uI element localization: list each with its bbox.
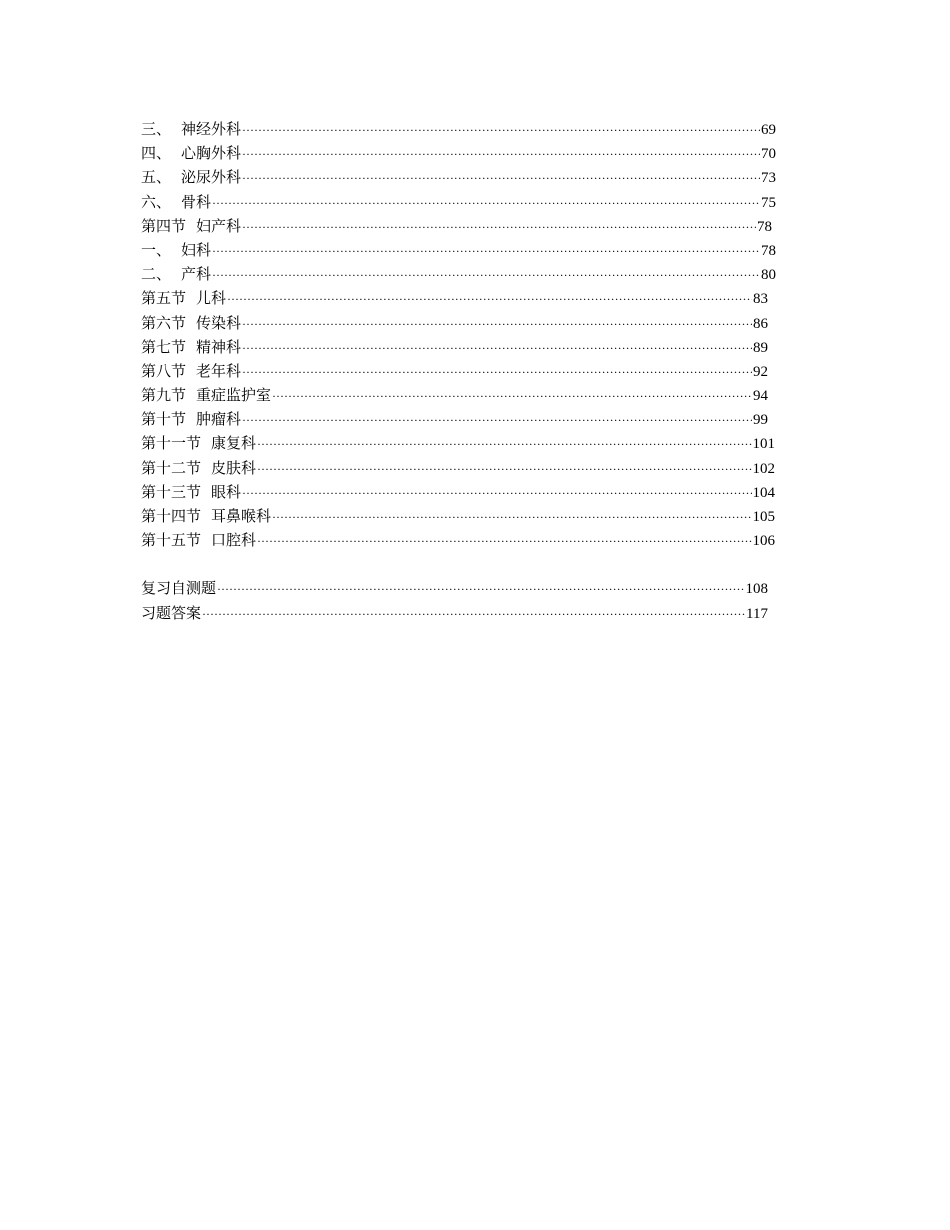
- toc-entry-title: 妇科: [181, 242, 212, 259]
- toc-entry-title: 康复科: [211, 436, 257, 453]
- dot-leader: [212, 191, 760, 215]
- dot-leader: [227, 287, 752, 311]
- toc-entry-page: 73: [761, 170, 776, 187]
- toc-entry[interactable]: [141, 239, 776, 263]
- toc-entry-number: 第十五节: [141, 533, 202, 550]
- dot-leader: [272, 505, 751, 529]
- toc-entry-title: 心胸外科: [181, 146, 242, 163]
- dot-leader: [212, 263, 760, 287]
- toc-entry-number: 三、: [141, 122, 172, 138]
- dot-leader: [257, 432, 751, 456]
- toc-entry-page: 80: [761, 267, 776, 284]
- toc-entry-number: 五、: [141, 170, 172, 187]
- toc-entry[interactable]: [141, 408, 768, 432]
- toc-entry-number: 第五节: [141, 291, 187, 308]
- toc-appendix-entry[interactable]: [141, 602, 768, 626]
- toc-entry-title: 儿科: [196, 291, 227, 308]
- toc-entry[interactable]: [141, 360, 768, 384]
- toc-entry-title: 神经外科: [181, 122, 242, 138]
- toc-entry-page: 101: [752, 436, 775, 453]
- toc-entry-number: 四、: [141, 146, 172, 163]
- toc-entry-page: 78: [761, 242, 776, 259]
- toc-entry-number: 第八节: [141, 363, 187, 380]
- toc-entry-number: 二、: [141, 267, 172, 284]
- toc-entry[interactable]: [141, 312, 768, 336]
- dot-leader: [242, 118, 760, 142]
- dot-leader: [242, 408, 752, 432]
- toc-entry-title: 习题答案: [141, 605, 202, 622]
- toc-entry-title: 重症监护室: [196, 388, 272, 405]
- toc-entry-number: 一、: [141, 242, 172, 259]
- toc-entry-title: 传染科: [196, 315, 242, 332]
- toc-entry-page: 94: [753, 388, 768, 405]
- toc-entry-number: 六、: [141, 194, 172, 211]
- toc-entry[interactable]: [141, 336, 768, 360]
- toc-entry-number: 第四节: [141, 218, 187, 235]
- toc-entry-page: 78: [757, 218, 772, 235]
- dot-leader: [202, 602, 745, 626]
- toc-entry[interactable]: [141, 432, 775, 456]
- toc-entry-title: 精神科: [196, 339, 242, 356]
- toc-entry-number: 第十四节: [141, 509, 202, 525]
- toc-entry[interactable]: [141, 166, 776, 190]
- toc-entry[interactable]: [141, 384, 768, 408]
- toc-entry-page: 83: [753, 291, 768, 308]
- toc-entry-number: 第十一节: [141, 436, 202, 453]
- toc-entry-page: 89: [753, 339, 768, 356]
- toc-entry-title: 产科: [181, 267, 212, 284]
- toc-entry-number: 第九节: [141, 388, 187, 405]
- toc-entry-title: 骨科: [181, 194, 212, 211]
- dot-leader: [242, 166, 760, 190]
- dot-leader: [257, 529, 751, 553]
- toc-entry[interactable]: [141, 142, 776, 166]
- toc-entry-page: 102: [752, 460, 775, 477]
- toc-entry-page: 106: [752, 533, 775, 550]
- dot-leader: [212, 239, 760, 263]
- toc-entry-page: 99: [753, 412, 768, 429]
- dot-leader: [242, 360, 752, 384]
- toc-entry-page: 117: [746, 605, 768, 622]
- toc-entry-page: 105: [752, 509, 775, 525]
- toc-entry-number: 第十三节: [141, 484, 202, 501]
- toc-entry-title: 耳鼻喉科: [211, 509, 272, 525]
- toc-entry[interactable]: [141, 263, 776, 287]
- dot-leader: [242, 142, 760, 166]
- toc-entry-title: 妇产科: [196, 218, 242, 235]
- toc-appendix-entry[interactable]: [141, 577, 768, 601]
- toc-entry[interactable]: [141, 118, 776, 142]
- toc-entry[interactable]: [141, 287, 768, 311]
- toc-entry[interactable]: [141, 481, 775, 505]
- toc-entry[interactable]: [141, 191, 776, 215]
- toc-entry[interactable]: [141, 215, 772, 239]
- toc-entry-title: 肿瘤科: [196, 412, 242, 429]
- toc-entry-page: 108: [745, 581, 768, 598]
- toc-entry[interactable]: [141, 529, 775, 553]
- toc-entry-title: 口腔科: [211, 533, 257, 550]
- toc-entry-number: 第十节: [141, 412, 187, 429]
- toc-entry-title: 泌尿外科: [181, 170, 242, 187]
- toc-entry-title: 眼科: [211, 484, 242, 501]
- toc-entry-title: 复习自测题: [141, 581, 217, 598]
- toc-entry-number: 第十二节: [141, 460, 202, 477]
- toc-entry-page: 70: [761, 146, 776, 163]
- dot-leader: [217, 577, 744, 601]
- toc-entry-page: 86: [753, 315, 768, 332]
- dot-leader: [242, 336, 752, 360]
- toc-entry-page: 69: [761, 122, 776, 138]
- table-of-contents: [141, 118, 781, 626]
- dot-leader: [242, 312, 752, 336]
- toc-entry-page: 92: [753, 363, 768, 380]
- section-spacer: [141, 553, 781, 577]
- toc-entry-title: 老年科: [196, 363, 242, 380]
- toc-entry-page: 75: [761, 194, 776, 211]
- dot-leader: [272, 384, 752, 408]
- toc-entry-number: 第七节: [141, 339, 187, 356]
- dot-leader: [242, 215, 756, 239]
- toc-entry-number: 第六节: [141, 315, 187, 332]
- toc-entry[interactable]: [141, 505, 775, 529]
- dot-leader: [242, 481, 751, 505]
- toc-entry[interactable]: [141, 457, 775, 481]
- dot-leader: [257, 457, 751, 481]
- toc-entry-page: 104: [752, 484, 775, 501]
- toc-entry-title: 皮肤科: [211, 460, 257, 477]
